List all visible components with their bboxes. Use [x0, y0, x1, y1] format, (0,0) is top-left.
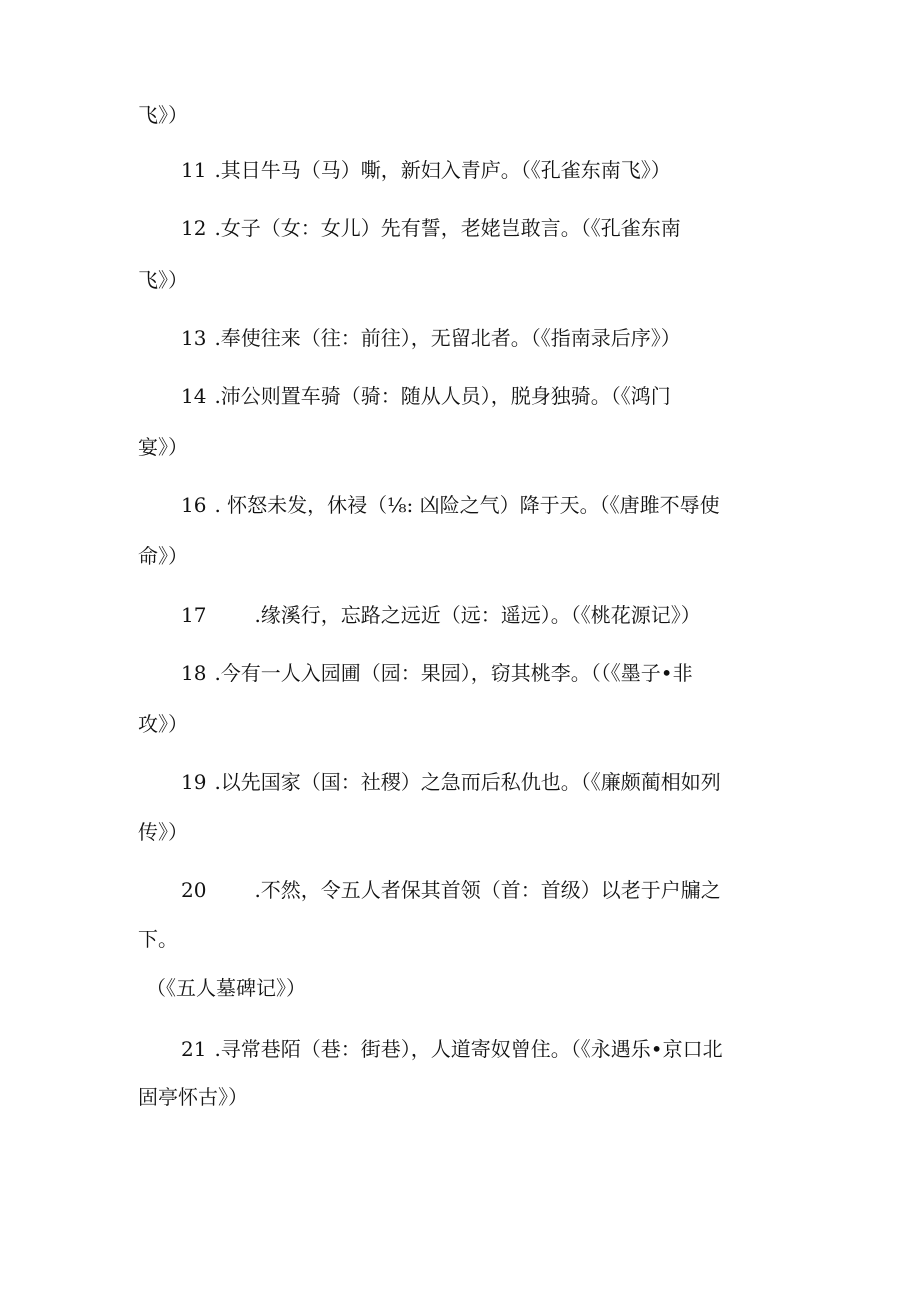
- item-number: 11: [181, 158, 207, 182]
- text-line: [181, 659, 831, 687]
- text-line: [181, 876, 831, 904]
- line-text: . 怀怒未发，休祲（⅛: 凶险之气）降于天。（《唐雎不辱使: [214, 493, 720, 517]
- line-text: .寻常巷陌（巷：街巷），人道寄奴曾住。（《永遇乐•京口北: [214, 1037, 723, 1061]
- line-text: .不然，令五人者保其首领（首：首级）以老于户牖之: [254, 878, 721, 902]
- text-line: [146, 974, 796, 1002]
- line-text: 传》）: [138, 820, 188, 844]
- line-text: .其日牛马（马）嘶，新妇入青庐。（《孔雀东南飞》）: [214, 158, 671, 182]
- line-text: 宴》）: [138, 435, 188, 459]
- item-number: 18: [181, 661, 207, 685]
- text-line: [138, 433, 788, 461]
- text-line: [181, 601, 831, 629]
- text-line: [138, 266, 788, 294]
- item-number: 12: [181, 216, 207, 240]
- text-line: [138, 710, 788, 738]
- line-text: 飞》）: [138, 268, 188, 292]
- line-text: .女子（女：女儿）先有誓，老姥岂敢言。（《孔雀东南: [214, 216, 681, 240]
- text-line: [138, 101, 788, 129]
- text-line: [181, 156, 831, 184]
- line-text: 攻》）: [138, 712, 188, 736]
- item-number: 16: [181, 493, 207, 517]
- line-text: .以先国家（国：社稷）之急而后私仇也。（《廉颇蔺相如列: [214, 770, 721, 794]
- line-text: 飞》）: [138, 103, 188, 127]
- line-text: .缘溪行，忘路之远近（远：遥远）。（《桃花源记》）: [254, 603, 701, 627]
- item-number: 17: [181, 603, 207, 627]
- text-line: [181, 491, 831, 519]
- line-text: .沛公则置车骑（骑：随从人员），脱身独骑。（《鸿门: [214, 384, 671, 408]
- line-text: .今有一人入园圃（园：果园），窃其桃李。（（《墨子•非: [214, 661, 693, 685]
- text-line: [138, 925, 788, 953]
- text-line: [138, 542, 788, 570]
- text-line: [181, 768, 831, 796]
- item-number: 13: [181, 326, 207, 350]
- text-line: [181, 1035, 831, 1063]
- line-text: .奉使往来（往：前往），无留北者。（《指南录后序》）: [214, 326, 681, 350]
- text-line: [138, 818, 788, 846]
- line-text: （《五人墓碑记》）: [146, 976, 306, 1000]
- line-text: 命》）: [138, 544, 188, 568]
- text-line: [181, 214, 831, 242]
- text-line: [181, 382, 831, 410]
- item-number: 14: [181, 384, 207, 408]
- text-line: [138, 1083, 788, 1111]
- line-text: 下。: [138, 927, 178, 951]
- item-number: 20: [181, 878, 207, 902]
- text-line: [181, 324, 831, 352]
- item-number: 19: [181, 770, 207, 794]
- item-number: 21: [181, 1037, 207, 1061]
- line-text: 固亭怀古》）: [138, 1085, 248, 1109]
